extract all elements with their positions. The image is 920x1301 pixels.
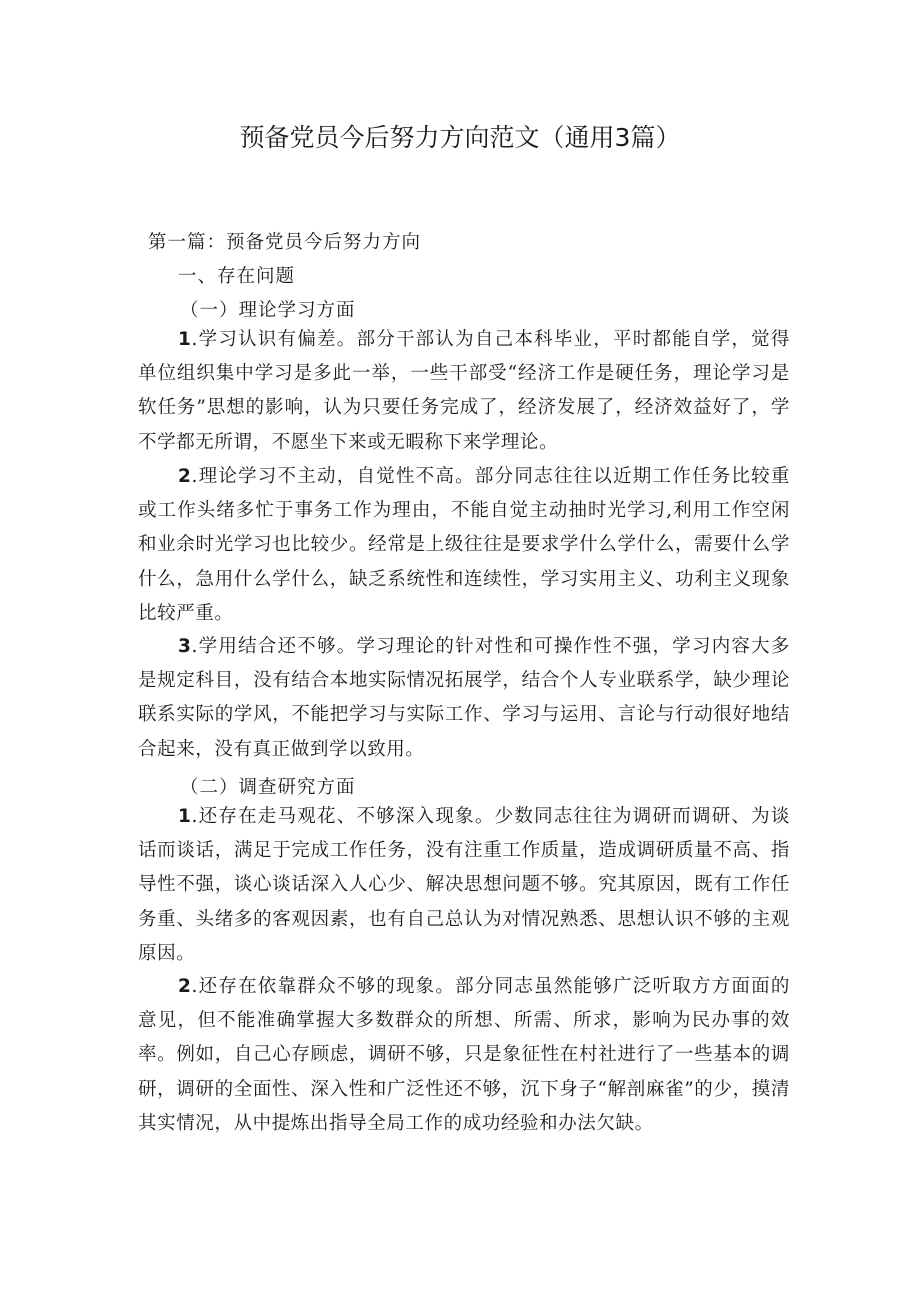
item-number: 2 (178, 466, 192, 487)
item-number: 2 (178, 976, 192, 997)
paragraph-text: .学习认识有偏差。部分干部认为自己本科毕业，平时都能自学，觉得单位组织集中学习是多此一举，一些干部受“经济工作是硬任务，理论学习是软任务”思想的影响，认为只要任务完成了，经济发展了，经济效益好了，学不学都无所谓，不愿坐下来或无暇称下来学理论。 (138, 329, 790, 453)
section-title: 第一篇：预备党员今后努力方向 (148, 232, 422, 253)
paragraph-theory-3 (138, 630, 790, 767)
paragraph-theory-2 (138, 460, 790, 631)
paragraph-text: .还存在走马观花、不够深入现象。少数同志往往为调研而调研、为谈话而谈话，满足于完成工作任务，没有注重工作质量，造成调研质量不高、指导性不强，谈心谈话深入人心少、解决思想问题不够。究其原因，既有工作任务重、头绪多的客观因素，也有自己总认为对情况熟悉、思想认识不够的主观原因。 (138, 806, 790, 964)
subheading-research: （二）调查研究方面 (180, 777, 356, 798)
paragraph-text: .还存在依靠群众不够的现象。部分同志虽然能够广泛听取方方面面的意见，但不能准确掌握大多数群众的所想、所需、所求，影响为民办事的效率。例如，自己心存顾虑，调研不够，只是象征性在村社进行了一些基本的调研，调研的全面性、深入性和广泛性还不够，沉下身子“解剖麻雀”的少，摸清其实情况，从中提炼出指导全局工作的成功经验和办法欠缺。 (138, 976, 790, 1134)
paragraph-text: .理论学习不主动，自觉性不高。部分同志往往以近期工作任务比较重或工作头绪多忙于事务工作为理由，不能自觉主动抽时光学习,利用工作空闲和业余时光学习也比较少。经常是上级往往是要求学什么学什么，需要什么学什么，急用什么学什么，缺乏系统性和连续性，学习实用主义、功利主义现象比较严重。 (138, 466, 790, 624)
heading-existing-problems: 一、存在问题 (178, 266, 296, 287)
subheading-theory-study: （一）理论学习方面 (180, 300, 356, 321)
paragraph-text: .学用结合还不够。学习理论的针对性和可操作性不强，学习内容大多是规定科目，没有结合本地实际情况拓展学，结合个人专业联系学，缺少理论联系实际的学风，不能把学习与实际工作、学习与运用、言论与行动很好地结合起来，没有真正做到学以致用。 (138, 636, 790, 760)
paragraph-research-1 (138, 800, 790, 971)
paragraph-research-2 (138, 970, 790, 1141)
document-title: 预备党员今后努力方向范文（通用3篇） (239, 123, 681, 152)
item-number: 1 (178, 329, 192, 350)
paragraph-theory-1 (138, 323, 790, 460)
item-number: 1 (178, 806, 192, 827)
item-number: 3 (178, 636, 192, 657)
